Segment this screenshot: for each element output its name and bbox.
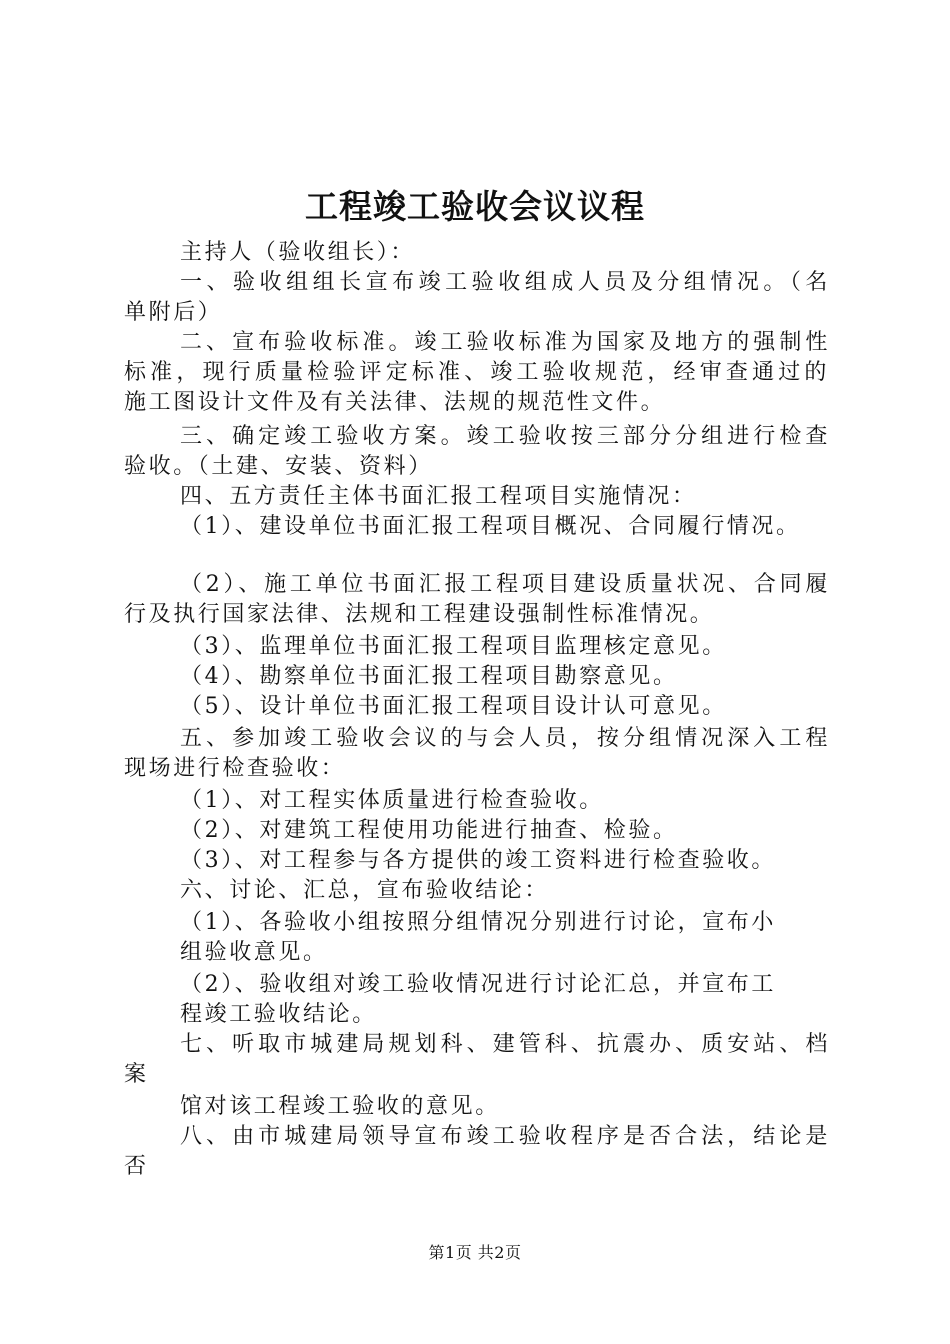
item-5-sub-1: （1）、对工程实体质量进行检查验收。 <box>180 788 604 813</box>
item-7-line-2: 案 <box>124 1062 149 1087</box>
item-6-sub-2-line-2: 程竣工验收结论。 <box>180 1002 377 1027</box>
item-6-sub-1-line-1: （1）、各验收小组按照分组情况分别进行讨论，宣布小 <box>180 910 776 935</box>
item-7-line-1: 七、听取市城建局规划科、建管科、抗震办、质安站、档 <box>180 1032 830 1057</box>
item-4-sub-5: （5）、设计单位书面汇报工程项目设计认可意见。 <box>180 694 727 719</box>
page-footer: 第1页 共2页 <box>428 1243 522 1262</box>
item-6-sub-1-line-2: 组验收意见。 <box>180 940 328 965</box>
item-2-line-3: 施工图设计文件及有关法律、法规的规范性文件。 <box>124 390 666 415</box>
item-4-sub-3: （3）、监理单位书面汇报工程项目监理核定意见。 <box>180 634 727 659</box>
document-title: 工程竣工验收会议议程 <box>305 187 645 226</box>
item-2-line-1: 二、宣布验收标准。竣工验收标准为国家及地方的强制性 <box>180 330 830 355</box>
item-1-line-2: 单附后） <box>124 300 223 325</box>
item-4-sub-2-line-1: （2）、施工单位书面汇报工程项目建设质量状况、合同履 <box>180 572 830 597</box>
item-1-line-1: 一、验收组组长宣布竣工验收组成人员及分组情况。（名 <box>180 270 830 295</box>
item-7-line-3: 馆对该工程竣工验收的意见。 <box>180 1094 500 1119</box>
host-line: 主持人（验收组长）： <box>180 240 416 265</box>
item-3-line-2: 验收。（土建、安装、资料） <box>124 454 433 479</box>
item-6-sub-2-line-1: （2）、验收组对竣工验收情况进行讨论汇总，并宣布工 <box>180 972 776 997</box>
item-2-line-2: 标准，现行质量检验评定标准、竣工验收规范，经审查通过的 <box>124 360 829 385</box>
item-6-line-1: 六、讨论、汇总，宣布验收结论： <box>180 878 550 903</box>
item-4-sub-2-line-2: 行及执行国家法律、法规和工程建设强制性标准情况。 <box>124 602 715 627</box>
item-5-sub-3: （3）、对工程参与各方提供的竣工资料进行检查验收。 <box>180 848 776 873</box>
item-8-line-2: 否 <box>124 1154 149 1179</box>
item-3-line-1: 三、确定竣工验收方案。竣工验收按三部分分组进行检查 <box>180 424 830 449</box>
item-4-line-1: 四、五方责任主体书面汇报工程项目实施情况： <box>180 484 697 509</box>
item-5-line-1: 五、参加竣工验收会议的与会人员，按分组情况深入工程 <box>180 726 830 751</box>
item-8-line-1: 八、由市城建局领导宣布竣工验收程序是否合法，结论是 <box>180 1124 830 1149</box>
item-5-line-2: 现场进行检查验收： <box>124 756 346 781</box>
item-5-sub-2: （2）、对建筑工程使用功能进行抽查、检验。 <box>180 818 678 843</box>
item-4-sub-1: （1）、建设单位书面汇报工程项目概况、合同履行情况。 <box>180 514 801 539</box>
item-4-sub-4: （4）、勘察单位书面汇报工程项目勘察意见。 <box>180 664 678 689</box>
